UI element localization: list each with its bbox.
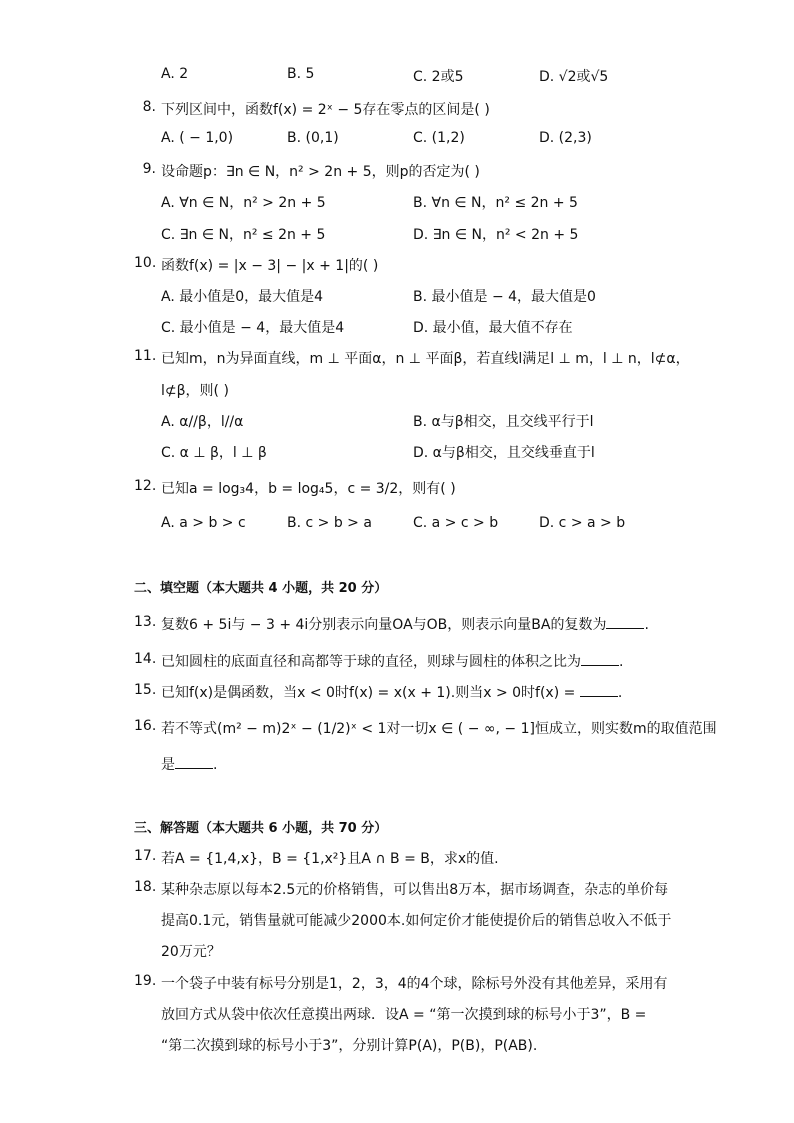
- question-end: .: [644, 617, 649, 633]
- question-text: 已知圆柱的底面直径和高都等于球的直径，则球与圆柱的体积之比为: [161, 654, 581, 670]
- q7-option-c: C. 2或5: [413, 69, 464, 85]
- q10-options-row1: [161, 286, 681, 306]
- question-text: 设命题p：∃n ∈ N，n² > 2n + 5，则p的否定为( ): [161, 164, 480, 180]
- q9-option-d: D. ∃n ∈ N，n² < 2n + 5: [413, 227, 579, 243]
- q10-option-a: A. 最小值是0，最大值是4: [161, 289, 324, 305]
- answer-blank[interactable]: [175, 756, 213, 769]
- question-end: .: [213, 757, 218, 773]
- question-text: 若A = {1,4,x}，B = {1,x²}且A ∩ B = B，求x的值.: [161, 851, 499, 867]
- question-text: 复数6 + 5i与 − 3 + 4i分别表示向量OA与OB，则表示向量BA的复数为: [161, 617, 607, 633]
- question-text: 已知a = log₃4，b = log₄5，c = 3/2，则有( ): [161, 481, 456, 497]
- q7-options: [161, 66, 681, 86]
- question-number: 17.: [134, 848, 157, 864]
- question-end: .: [619, 654, 624, 670]
- q11-option-b: B. α与β相交，且交线平行于l: [413, 414, 594, 430]
- section-heading-solutions: 三、解答题（本大题共 6 小题，共 70 分）: [134, 821, 388, 836]
- q12-option-b: B. c > b > a: [287, 515, 372, 531]
- q9-option-a: A. ∀n ∈ N，n² > 2n + 5: [161, 195, 326, 211]
- answer-blank[interactable]: [580, 684, 618, 697]
- q11-option-a: A. α//β，l//α: [161, 414, 244, 430]
- q11-options-row1: [161, 411, 681, 431]
- q8-option-d: D. (2,3): [539, 130, 592, 146]
- answer-blank[interactable]: [606, 616, 644, 629]
- question-number: 18.: [134, 879, 157, 895]
- q11-option-c: C. α ⊥ β，l ⊥ β: [161, 445, 267, 461]
- question-number: 13.: [134, 614, 157, 630]
- question-number: 12.: [134, 478, 157, 494]
- q12-options: [161, 515, 681, 535]
- question-text-line3: “第二次摸到球的标号小于3”，分别计算P(A)，P(B)，P(AB).: [161, 1038, 538, 1054]
- q10-option-b: B. 最小值是 − 4，最大值是0: [413, 289, 596, 305]
- question-text: 若不等式(m² − m)2ˣ − (1/2)ˣ < 1对一切x ∈ ( − ∞, − 1]恒成立，则实数m的取值范围: [161, 721, 717, 737]
- question-text: 已知f(x)是偶函数，当x < 0时f(x) = x(x + 1).则当x > 0时f(x) =: [161, 685, 576, 701]
- q8-option-c: C. (1,2): [413, 130, 465, 146]
- q11-options-row2: [161, 442, 681, 462]
- question-text-line2: 提高0.1元，销售量就可能减少2000本.如何定价才能使提价后的销售总收入不低于: [161, 913, 672, 929]
- q11-option-d: D. α与β相交，且交线垂直于l: [413, 445, 595, 461]
- q10-option-c: C. 最小值是 − 4，最大值是4: [161, 320, 345, 336]
- q9-option-c: C. ∃n ∈ N，n² ≤ 2n + 5: [161, 227, 326, 243]
- question-number: 10.: [134, 255, 157, 271]
- question-text: 函数f(x) = |x − 3| − |x + 1|的( ): [161, 258, 379, 274]
- q8-option-b: B. (0,1): [287, 130, 339, 146]
- question-number: 9.: [142, 161, 156, 177]
- question-text-line2: l⊄β，则( ): [161, 383, 229, 399]
- question-text-line1: 一个袋子中装有标号分别是1，2，3，4的4个球，除标号外没有其他差异，采用有: [161, 976, 668, 992]
- question-text: 下列区间中，函数f(x) = 2ˣ − 5存在零点的区间是( ): [161, 102, 490, 118]
- q12-option-c: C. a > c > b: [413, 515, 499, 531]
- question-text-line2: 是: [161, 757, 175, 773]
- q7-option-d: D. √2或√5: [539, 69, 609, 85]
- q10-options-row2: [161, 317, 681, 337]
- question-number: 8.: [142, 99, 156, 115]
- question-number: 11.: [134, 348, 157, 364]
- q10-option-d: D. 最小值，最大值不存在: [413, 320, 573, 336]
- q12-option-d: D. c > a > b: [539, 515, 626, 531]
- question-text-wrap: [161, 682, 622, 702]
- q8-options: [161, 130, 681, 150]
- question-text-wrap: [161, 614, 649, 634]
- q7-option-b: B. 5: [287, 66, 315, 82]
- q7-option-a: A. 2: [161, 66, 189, 82]
- q9-options-row1: [161, 192, 681, 212]
- question-end: .: [617, 685, 623, 701]
- question-number: 19.: [134, 973, 157, 989]
- q9-option-b: B. ∀n ∈ N，n² ≤ 2n + 5: [413, 195, 578, 211]
- q9-options-row2: [161, 224, 681, 244]
- question-number: 15.: [134, 682, 157, 698]
- question-text-line2: 放回方式从袋中依次任意摸出两球．设A = “第一次摸到球的标号小于3”，B =: [161, 1007, 647, 1023]
- question-number: 14.: [134, 651, 157, 667]
- q12-option-a: A. a > b > c: [161, 515, 246, 531]
- question-text-wrap: [161, 651, 623, 671]
- question-text: 已知m，n为异面直线，m ⊥ 平面α，n ⊥ 平面β，若直线l满足l ⊥ m，l ⊥ n，l⊄α，: [161, 351, 690, 367]
- question-number: 16.: [134, 718, 157, 734]
- q8-option-a: A. ( − 1,0): [161, 130, 234, 146]
- question-text-line3: 20万元？: [161, 944, 221, 960]
- question-text-wrap: [161, 754, 217, 774]
- section-heading-fill-in: 二、填空题（本大题共 4 小题，共 20 分）: [134, 581, 388, 596]
- answer-blank[interactable]: [581, 653, 619, 666]
- question-text-line1: 某种杂志原以每本2.5元的价格销售，可以售出8万本，据市场调查，杂志的单价每: [161, 882, 669, 898]
